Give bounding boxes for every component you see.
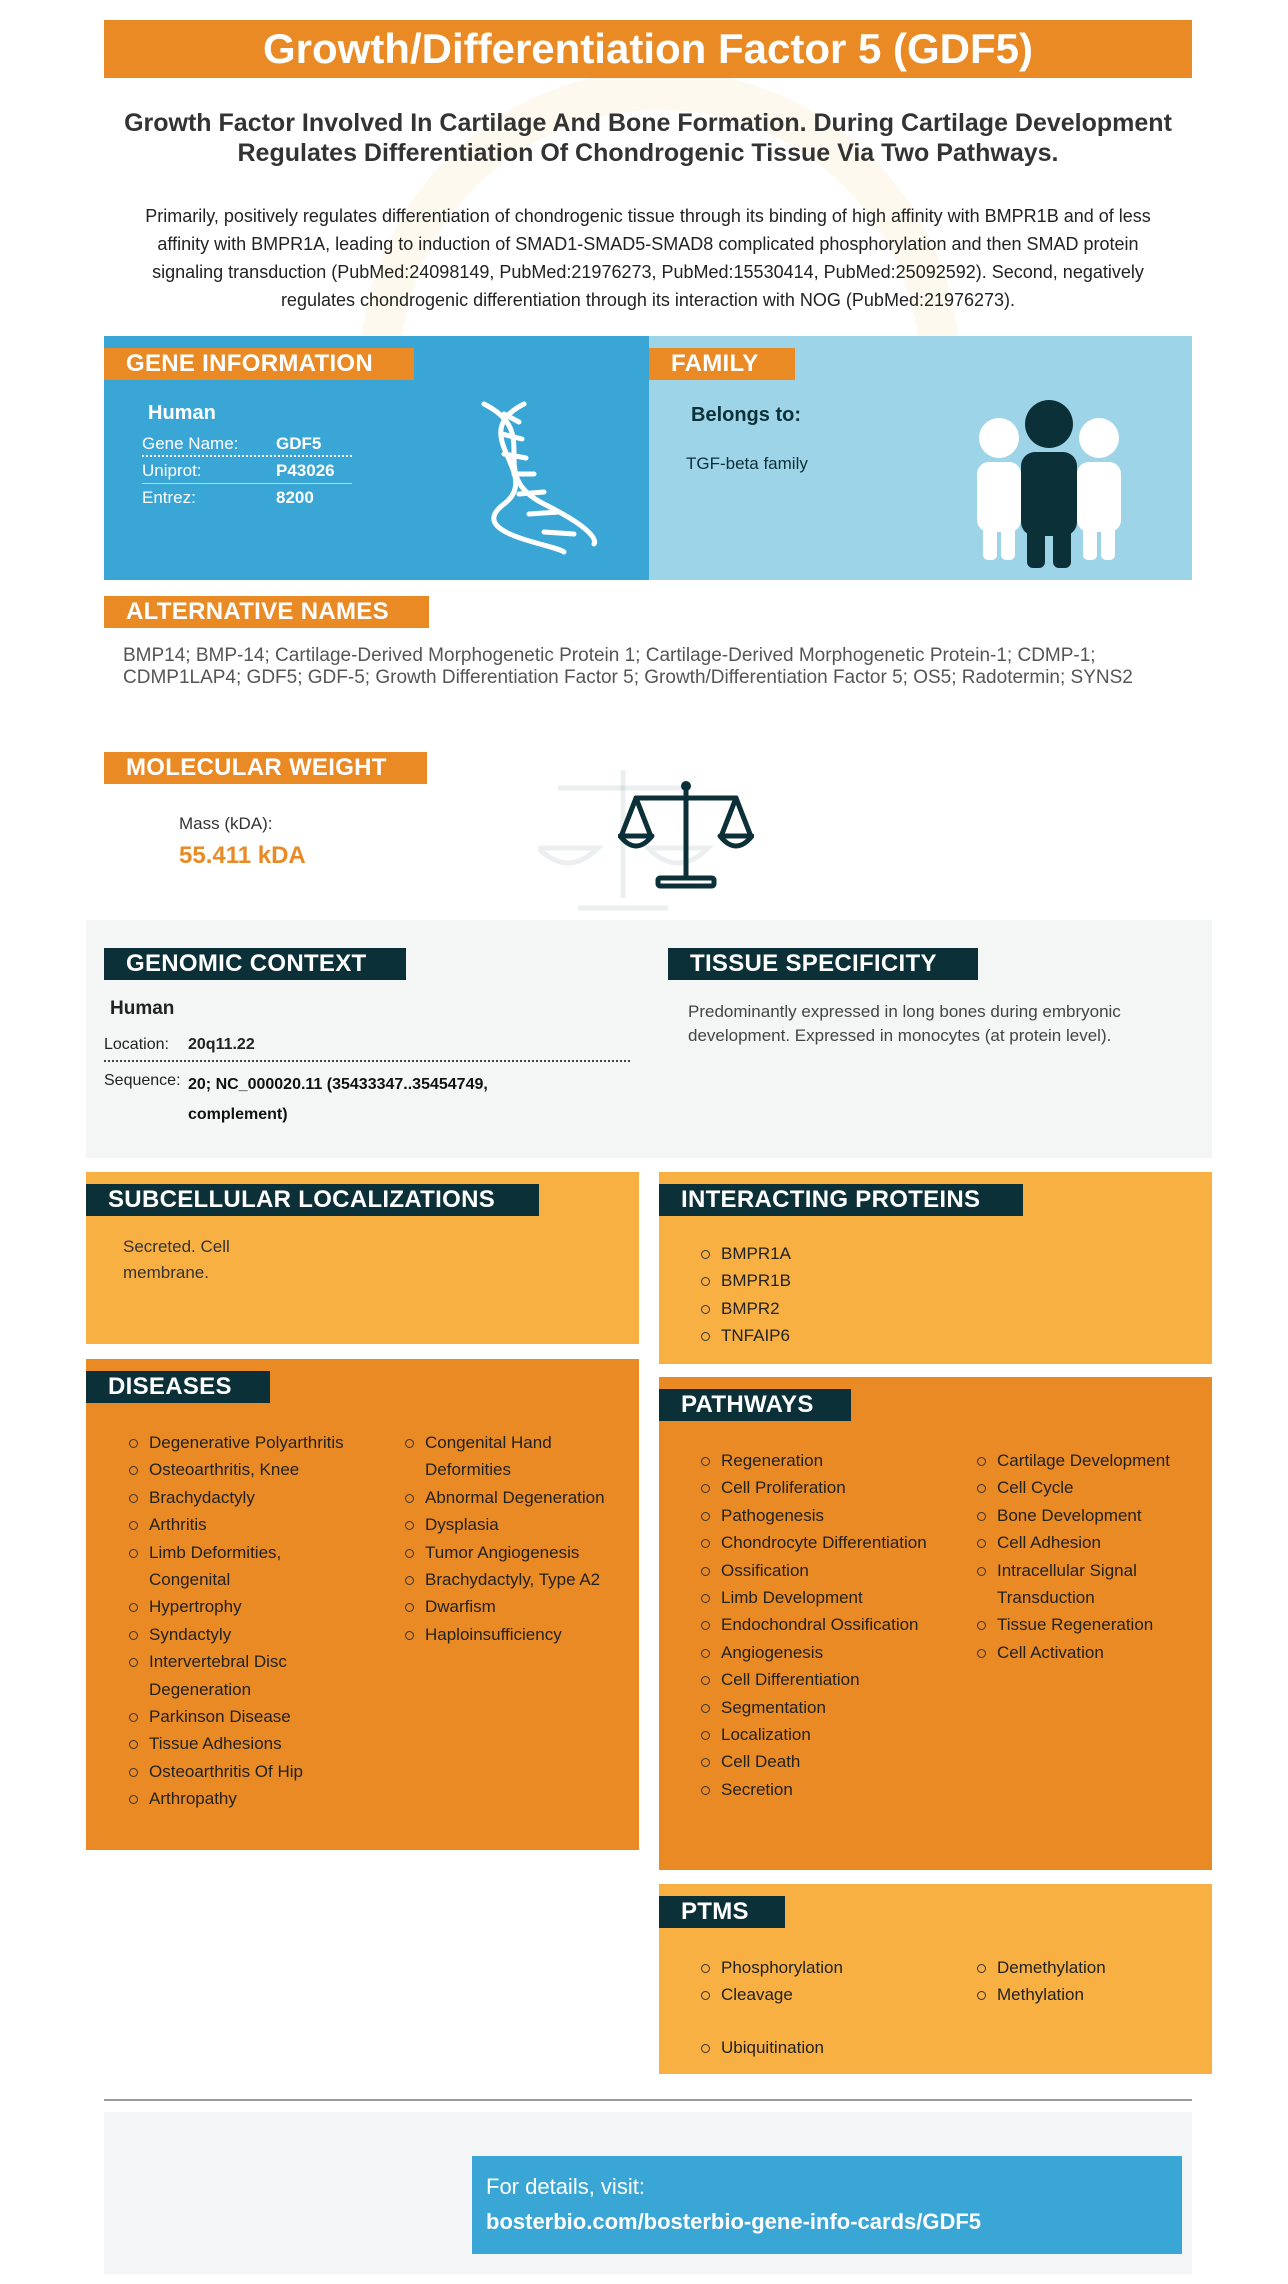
visit-details-box[interactable] bbox=[472, 2156, 1182, 2254]
genomic-context-label: GENOMIC CONTEXT bbox=[104, 948, 406, 980]
pathways-list-col1 bbox=[699, 1447, 939, 1803]
details-link[interactable]: bosterbio.com/bosterbio-gene-info-cards/GDF5 bbox=[486, 2209, 982, 2234]
location-key: Location: bbox=[104, 1036, 169, 1053]
list-item: Haploinsufficiency bbox=[403, 1621, 623, 1648]
list-item: Brachydactyly, Type A2 bbox=[403, 1566, 623, 1593]
belongs-to-label: Belongs to: bbox=[691, 404, 801, 426]
mass-label: Mass (kDA): bbox=[179, 814, 273, 833]
pathways-panel bbox=[659, 1377, 1212, 1870]
sequence-value: 20; NC_000020.11 (35433347..35454749, complement) bbox=[188, 1076, 488, 1123]
list-item: Limb Deformities, Congenital bbox=[127, 1539, 367, 1594]
list-item: Syndactyly bbox=[127, 1621, 367, 1648]
list-item: Demethylation bbox=[975, 1954, 1205, 1981]
gene-species: Human bbox=[148, 402, 216, 424]
list-item: Tissue Adhesions bbox=[127, 1730, 367, 1757]
uniprot-value: P43026 bbox=[276, 461, 335, 480]
list-item: Cell Cycle bbox=[975, 1474, 1205, 1501]
list-item: Phosphorylation bbox=[699, 1954, 939, 1981]
family-panel bbox=[649, 336, 1192, 580]
list-item: Arthropathy bbox=[127, 1785, 367, 1812]
diseases-list-col1 bbox=[127, 1429, 367, 1813]
list-item: BMPR1B bbox=[699, 1267, 791, 1294]
ptms-list-col1 bbox=[699, 1954, 939, 2009]
scale-icon bbox=[618, 776, 754, 892]
page-subtitle: Growth Factor Involved In Cartilage And Bone Formation. During Cartilage Development Regulates Differentiation Of Chondrogenic Tissue Via Two Pathways. bbox=[124, 109, 1172, 167]
family-label: FAMILY bbox=[649, 348, 795, 380]
list-item: Abnormal Degeneration bbox=[403, 1484, 623, 1511]
list-item: Pathogenesis bbox=[699, 1502, 939, 1529]
list-item: Brachydactyly bbox=[127, 1484, 367, 1511]
dna-icon bbox=[464, 394, 614, 556]
gene-name-row bbox=[142, 430, 352, 457]
pathways-list-col2 bbox=[975, 1447, 1205, 1666]
visit-label: For details, visit: bbox=[486, 2174, 645, 2199]
list-item: Cell Proliferation bbox=[699, 1474, 939, 1501]
ptms-list-col2 bbox=[975, 1954, 1205, 2009]
interacting-proteins-list bbox=[699, 1240, 791, 1350]
list-item: Limb Development bbox=[699, 1584, 939, 1611]
uniprot-row bbox=[142, 457, 352, 484]
subcellular-panel bbox=[86, 1172, 639, 1344]
list-item: Dwarfism bbox=[403, 1593, 623, 1620]
diseases-list-col2 bbox=[403, 1429, 623, 1648]
list-item: BMPR1A bbox=[699, 1240, 791, 1267]
list-item: BMPR2 bbox=[699, 1295, 791, 1322]
gene-information-panel bbox=[104, 336, 649, 580]
list-item: Methylation bbox=[975, 1981, 1205, 2008]
list-item: Localization bbox=[699, 1721, 939, 1748]
list-item: Cell Adhesion bbox=[975, 1529, 1205, 1556]
gene-name-key: Gene Name: bbox=[142, 434, 239, 453]
ptms-label: PTMS bbox=[659, 1896, 785, 1928]
molecular-weight-label: MOLECULAR WEIGHT bbox=[104, 752, 427, 784]
list-item: Congenital Hand Deformities bbox=[403, 1429, 623, 1484]
list-item: Cartilage Development bbox=[975, 1447, 1205, 1474]
list-item: Cell Differentiation bbox=[699, 1666, 939, 1693]
list-item: Arthritis bbox=[127, 1511, 367, 1538]
tissue-specificity-text: Predominantly expressed in long bones during embryonic development. Expressed in monocytes (at protein level). bbox=[688, 1002, 1121, 1045]
list-item: Dysplasia bbox=[403, 1511, 623, 1538]
genomic-context-panel bbox=[86, 920, 1212, 1158]
list-item: Endochondral Ossification bbox=[699, 1611, 939, 1638]
list-item: Cell Death bbox=[699, 1748, 939, 1775]
list-item: Angiogenesis bbox=[699, 1639, 939, 1666]
ptms-list-extra bbox=[699, 2034, 939, 2061]
location-row bbox=[104, 1036, 630, 1062]
family-value: TGF-beta family bbox=[686, 454, 808, 473]
subcellular-label: SUBCELLULAR LOCALIZATIONS bbox=[86, 1184, 539, 1216]
list-item: Tumor Angiogenesis bbox=[403, 1539, 623, 1566]
list-item: Intracellular Signal Transduction bbox=[975, 1557, 1205, 1612]
diseases-panel bbox=[86, 1359, 639, 1850]
list-item: Regeneration bbox=[699, 1447, 939, 1474]
list-item: Intervertebral Disc Degeneration bbox=[127, 1648, 367, 1703]
footer-divider bbox=[104, 2099, 1192, 2101]
uniprot-key: Uniprot: bbox=[142, 461, 202, 480]
sequence-key: Sequence: bbox=[104, 1072, 181, 1089]
list-item: TNFAIP6 bbox=[699, 1322, 791, 1349]
mass-value: 55.411 kDA bbox=[179, 842, 306, 869]
list-item: Osteoarthritis, Knee bbox=[127, 1456, 367, 1483]
alternative-names-text: BMP14; BMP-14; Cartilage-Derived Morphogenetic Protein 1; Cartilage-Derived Morphogenetic Protein-1; CDMP-1; CDMP1LAP4; GDF5; GDF-5; Growth Differentiation Factor 5; Growth/Differentiation Factor 5; OS5; Radotermin; SYNS2 bbox=[123, 645, 1133, 688]
ptms-panel bbox=[659, 1884, 1212, 2074]
list-item: Bone Development bbox=[975, 1502, 1205, 1529]
interacting-proteins-panel bbox=[659, 1172, 1212, 1364]
people-family-icon bbox=[969, 398, 1129, 568]
pathways-label: PATHWAYS bbox=[659, 1389, 851, 1421]
entrez-value: 8200 bbox=[276, 488, 314, 507]
list-item: Segmentation bbox=[699, 1694, 939, 1721]
list-item: Ubiquitination bbox=[699, 2034, 939, 2061]
interacting-proteins-label: INTERACTING PROTEINS bbox=[659, 1184, 1023, 1216]
gene-information-label: GENE INFORMATION bbox=[104, 348, 414, 380]
list-item: Ossification bbox=[699, 1557, 939, 1584]
function-summary: Primarily, positively regulates differentiation of chondrogenic tissue through its binding of high affinity with BMPR1B and of less affinity with BMPR1A, leading to induction of SMAD1-SMAD5-SMAD8 complicated phosphorylation and then SMAD protein signaling transduction (PubMed:24098149, PubMed:21976273, PubMed:15530414, PubMed:25092592). Second, negatively regulates chondrogenic differentiation through its interaction with NOG (PubMed:21976273). bbox=[145, 206, 1151, 310]
list-item: Hypertrophy bbox=[127, 1593, 367, 1620]
list-item: Secretion bbox=[699, 1776, 939, 1803]
page-title: Growth/Differentiation Factor 5 (GDF5) bbox=[104, 20, 1192, 78]
list-item: Tissue Regeneration bbox=[975, 1611, 1205, 1638]
gene-name-value: GDF5 bbox=[276, 434, 322, 453]
list-item: Degenerative Polyarthritis bbox=[127, 1429, 367, 1456]
diseases-label: DISEASES bbox=[86, 1371, 270, 1403]
subcellular-text: Secreted. Cell membrane. bbox=[123, 1237, 230, 1282]
tissue-specificity-label: TISSUE SPECIFICITY bbox=[668, 948, 978, 980]
genomic-species: Human bbox=[110, 998, 175, 1019]
list-item: Osteoarthritis Of Hip bbox=[127, 1758, 367, 1785]
list-item: Chondrocyte Differentiation bbox=[699, 1529, 939, 1556]
list-item: Cleavage bbox=[699, 1981, 939, 2008]
entrez-row bbox=[142, 484, 352, 511]
location-value: 20q11.22 bbox=[188, 1036, 255, 1053]
alternative-names-label: ALTERNATIVE NAMES bbox=[104, 596, 429, 628]
entrez-key: Entrez: bbox=[142, 488, 196, 507]
list-item: Cell Activation bbox=[975, 1639, 1205, 1666]
list-item: Parkinson Disease bbox=[127, 1703, 367, 1730]
